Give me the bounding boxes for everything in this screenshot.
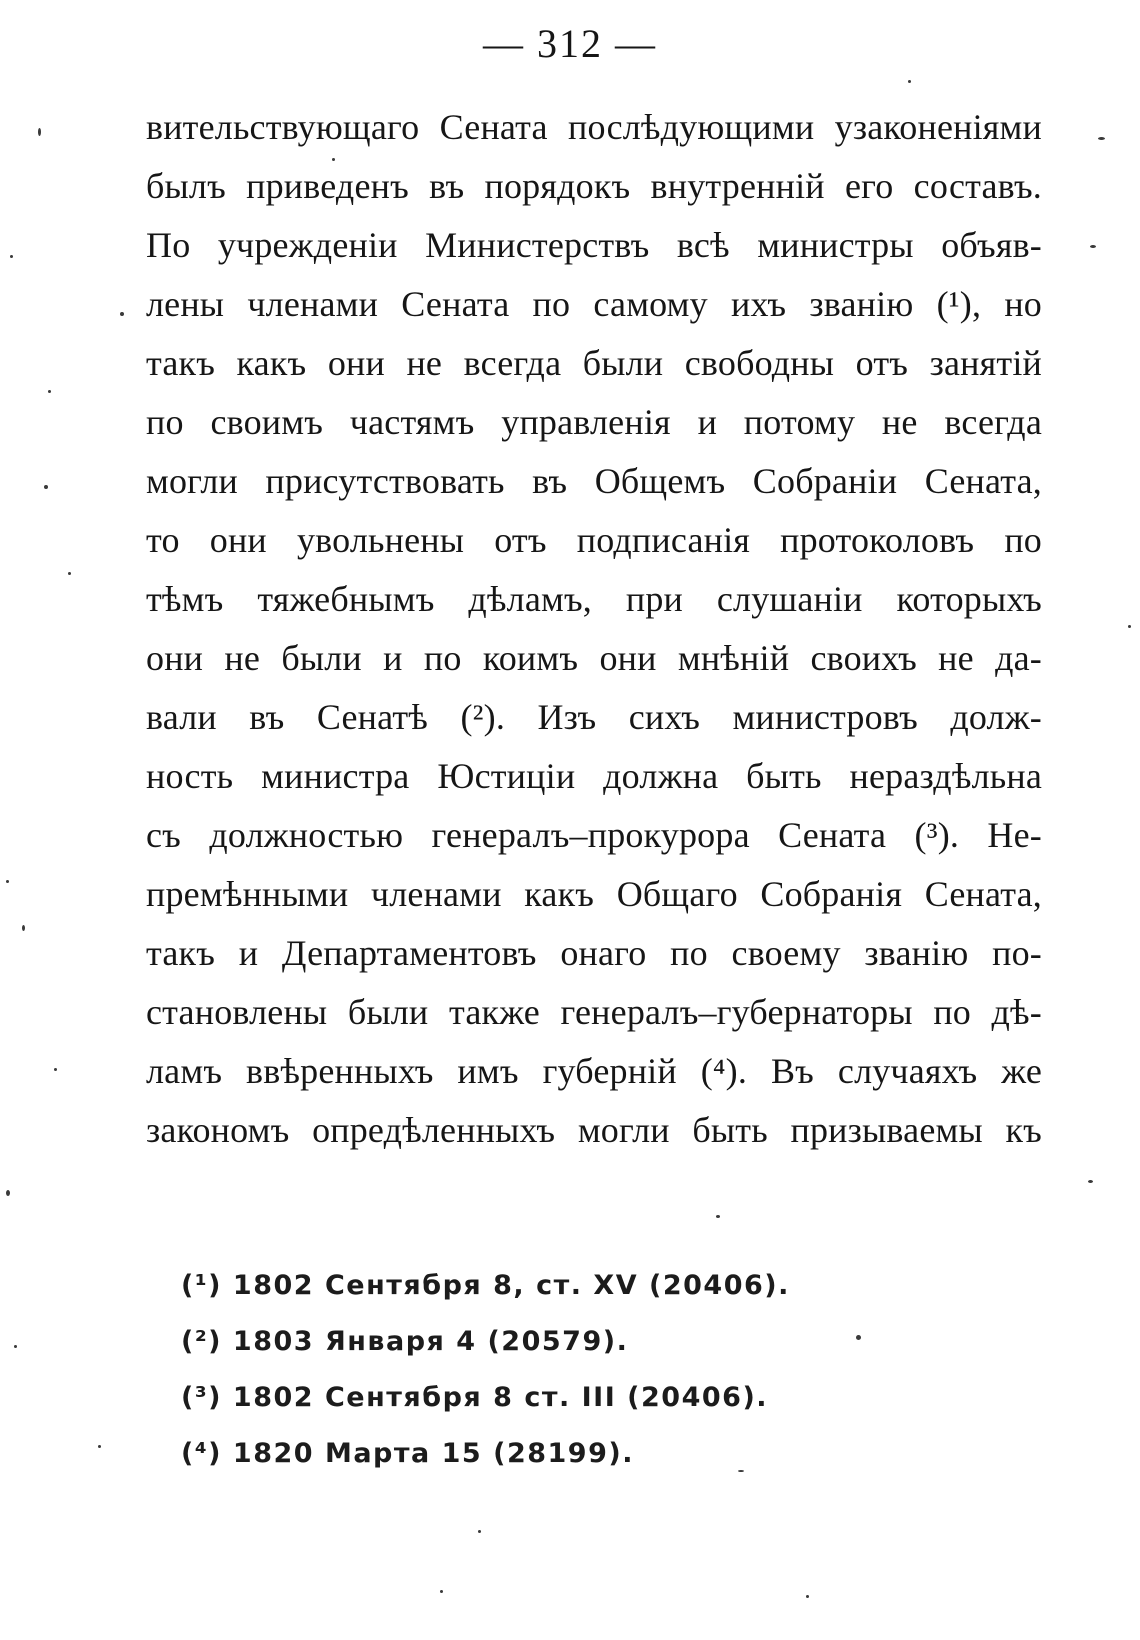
scan-speck: [120, 312, 124, 316]
footnote: (³) 1802 Сентября 8 ст. III (20406).: [181, 1382, 769, 1413]
scan-speck: [908, 80, 911, 83]
scan-speck: [6, 1190, 10, 1196]
footnote: (⁴) 1820 Марта 15 (28199).: [181, 1438, 634, 1469]
text-line: премѣнными членами какъ Общаго Собранія Сената,: [146, 874, 1042, 914]
scan-speck: [38, 128, 41, 136]
text-line: вали въ Сенатѣ (²). Изъ сихъ министровъ долж-: [146, 697, 1042, 737]
footnotes: [181, 1258, 881, 1482]
text-line: закономъ опредѣленныхъ могли быть призываемы къ: [146, 1110, 1042, 1150]
scan-speck: [10, 255, 13, 258]
text-line: то они увольнены отъ подписанія протоколовъ по: [146, 520, 1042, 560]
scan-speck: [22, 925, 25, 931]
text-line: они не были и по коимъ они мнѣній своихъ не да-: [146, 638, 1042, 678]
scan-speck: [1090, 245, 1096, 248]
scan-speck: [44, 485, 48, 489]
text-line: такъ какъ они не всегда были свободны отъ занятій: [146, 343, 1042, 383]
scan-speck: [806, 1595, 809, 1598]
scan-speck: [1088, 1180, 1093, 1183]
scan-speck: [54, 1068, 57, 1071]
footnote: (¹) 1802 Сентября 8, ст. XV (20406).: [181, 1270, 790, 1301]
text-line: вительствующаго Сената послѣдующими узаконеніями: [146, 107, 1042, 147]
text-line: ность министра Юстиціи должна быть нераздѣльна: [146, 756, 1042, 796]
text-line: былъ приведенъ въ порядокъ внутренній его составъ.: [146, 166, 1042, 206]
scan-speck: [6, 880, 9, 883]
scan-speck: [1098, 137, 1105, 140]
scan-speck: [68, 572, 71, 575]
scan-speck: [478, 1530, 481, 1533]
scan-speck: [14, 1345, 17, 1348]
scan-speck: [738, 1470, 744, 1472]
text-line: тѣмъ тяжебнымъ дѣламъ, при слушаніи которыхъ: [146, 579, 1042, 619]
text-line: съ должностью генералъ–прокурора Сената (³). Не-: [146, 815, 1042, 855]
scan-speck: [48, 390, 51, 393]
scan-speck: [716, 1215, 720, 1218]
text-line: лены членами Сената по самому ихъ званію (¹), но: [146, 284, 1042, 324]
text-line: становлены были также генералъ–губернаторы по дѣ-: [146, 992, 1042, 1032]
text-line: по своимъ частямъ управленія и потому не всегда: [146, 402, 1042, 442]
text-line: ламъ ввѣренныхъ имъ губерній (⁴). Въ случаяхъ же: [146, 1051, 1042, 1091]
text-line: такъ и Департаментовъ онаго по своему званію по-: [146, 933, 1042, 973]
footnote: (²) 1803 Января 4 (20579).: [181, 1326, 629, 1357]
body-text: [146, 98, 1042, 1160]
scan-speck: [98, 1445, 101, 1448]
scan-speck: [440, 1590, 443, 1593]
page-number: — 312 —: [483, 21, 657, 66]
text-line: По учрежденіи Министерствъ всѣ министры объяв-: [146, 225, 1042, 265]
scan-speck: [1128, 625, 1131, 628]
scan-speck: [856, 1335, 861, 1340]
text-line: могли присутствовать въ Общемъ Собраніи Сената,: [146, 461, 1042, 501]
scan-speck: [332, 158, 335, 161]
